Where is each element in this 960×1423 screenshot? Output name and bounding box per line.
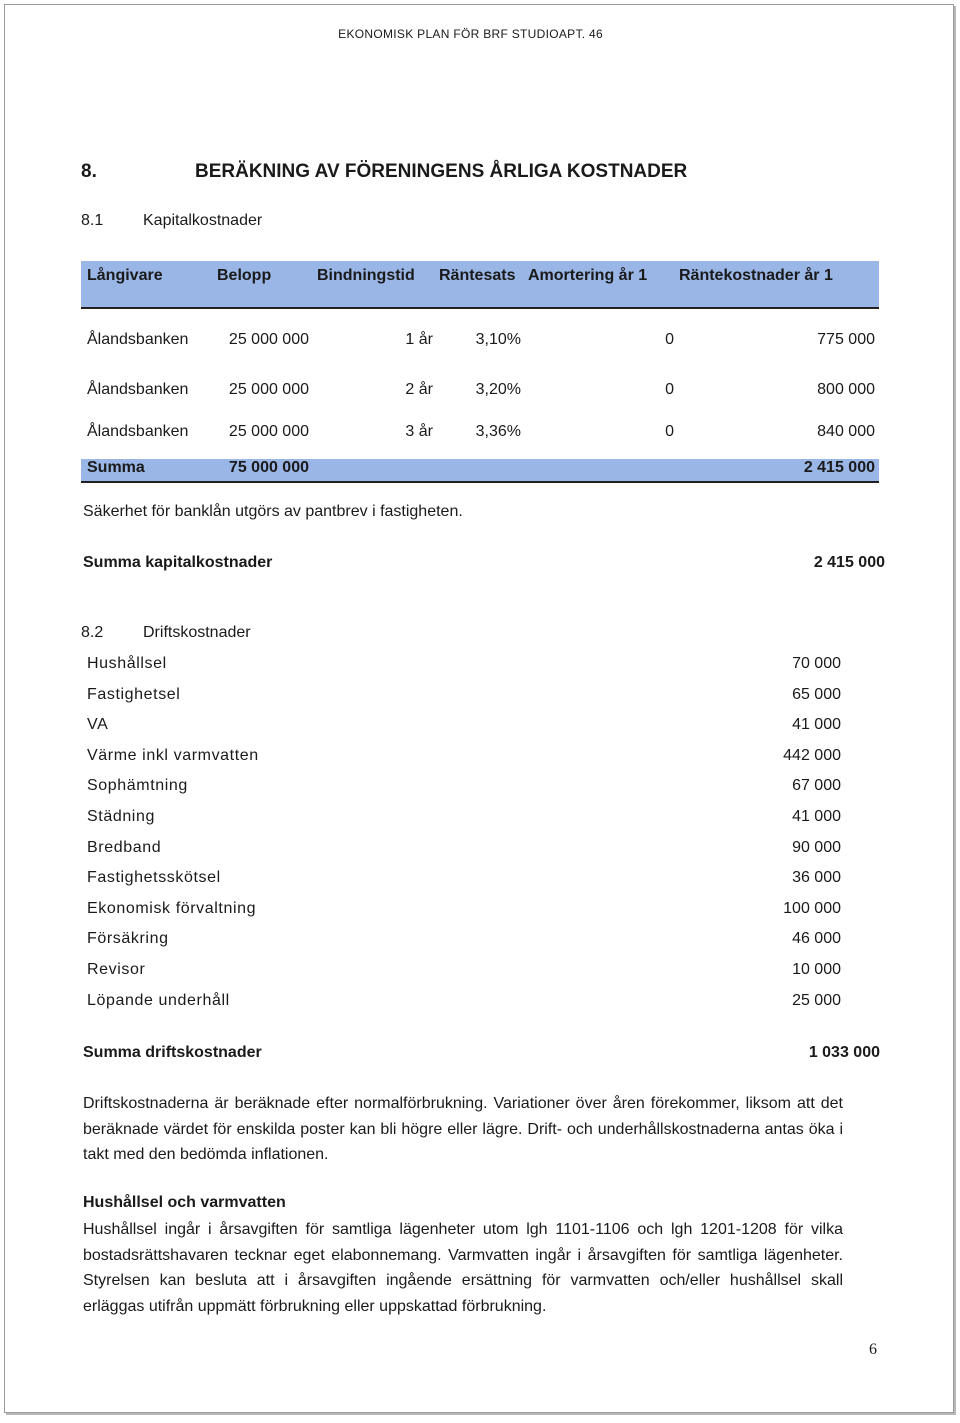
cell-lender: Ålandsbanken: [87, 423, 189, 440]
table-header-row: [81, 261, 879, 309]
cell-amortization: 0: [665, 331, 674, 348]
cost-value: 67 000: [792, 777, 841, 795]
table-sum-row: [81, 459, 879, 483]
cost-label: Hushållsel: [87, 655, 167, 672]
cell-lender: Ålandsbanken: [87, 331, 189, 348]
section-8-2-heading: [81, 624, 251, 642]
cost-value: 100 000: [783, 899, 841, 917]
cell-rate: 3,20%: [475, 381, 521, 398]
cost-label: Bredband: [87, 838, 162, 856]
cost-value: 90 000: [792, 838, 841, 856]
cell-amount: 25 000 000: [228, 331, 309, 348]
cell-amortization: 0: [665, 381, 674, 398]
capital-total-value: 2 415 000: [813, 554, 885, 571]
capital-costs-table: [81, 261, 879, 483]
header-lender: Långivare: [87, 267, 163, 284]
cost-label: Städning: [87, 807, 155, 825]
list-item: [87, 716, 841, 747]
operating-total-value: 1 033 000: [808, 1044, 880, 1061]
sum-interest: 2 415 000: [803, 459, 875, 476]
cell-term: 1 år: [405, 331, 433, 348]
section-8-title: BERÄKNING AV FÖRENINGENS ÅRLIGA KOSTNADER: [195, 161, 688, 182]
sum-amount: 75 000 000: [228, 459, 309, 476]
cost-label: Värme inkl varmvatten: [87, 746, 259, 764]
cell-lender: Ålandsbanken: [87, 381, 189, 398]
cost-value: 25 000: [792, 991, 841, 1009]
list-item: [87, 839, 841, 870]
list-item: [87, 655, 841, 686]
table-row: [81, 407, 879, 449]
cost-value: 41 000: [792, 716, 841, 734]
section-8-1-title: Kapitalkostnader: [143, 212, 263, 229]
list-item: [87, 808, 841, 839]
list-item: [87, 930, 841, 961]
list-item: [87, 900, 841, 931]
operating-total-label: Summa driftskostnader: [83, 1044, 262, 1061]
header-term: Bindningstid: [317, 267, 415, 284]
cell-term: 2 år: [405, 381, 433, 398]
section-8-1-number: 8.1: [81, 212, 104, 229]
table-row: [81, 309, 879, 359]
cost-value: 10 000: [792, 960, 841, 978]
header-rate: Räntesats: [439, 267, 516, 284]
sum-label: Summa: [87, 459, 145, 476]
list-item: [87, 961, 841, 992]
cost-label: Ekonomisk förvaltning: [87, 899, 257, 917]
cost-label: Fastighetsel: [87, 685, 181, 703]
list-item: [87, 686, 841, 717]
section-8-2-number: 8.2: [81, 624, 104, 641]
cost-label: Fastighetsskötsel: [87, 869, 221, 887]
section-8-1-heading: [81, 212, 262, 230]
cost-label: VA: [87, 716, 109, 734]
cell-interest: 775 000: [817, 331, 875, 348]
cost-value: 46 000: [792, 930, 841, 948]
cell-interest: 800 000: [817, 381, 875, 398]
cell-amortization: 0: [665, 423, 674, 440]
list-item: [87, 777, 841, 808]
cell-interest: 840 000: [817, 423, 875, 440]
cost-value: 65 000: [792, 685, 841, 703]
cost-label: Försäkring: [87, 930, 169, 948]
header-interest: Räntekostnader år 1: [679, 267, 833, 284]
list-item: [87, 992, 841, 1023]
cost-label: Sophämtning: [87, 777, 188, 795]
cell-rate: 3,36%: [475, 423, 521, 440]
section-8-heading: [81, 161, 687, 183]
household-paragraph: Hushållsel ingår i årsavgiften för samtliga lägenheter utom lgh 1101-1106 och lgh 1201-1208 för vilka bostadsrättshavaren tecknar eget elabonnemang. Varmvatten ingår i årsavgiften för samtliga lägenheter. Styrelsen kan besluta att i årsavgiften ingående ersättning för varmvatten och/eller hushållsel skall erläggas utifrån uppmätt förbrukning eller uppskattad förbrukning.: [83, 1221, 843, 1315]
cost-value: 442 000: [783, 746, 841, 764]
operating-note: Driftskostnaderna är beräknade efter normalförbrukning. Variationer över åren förekommer, liksom att det beräknade värdet för enskilda poster kan bli högre eller lägre. Drift- och underhållskostnaderna antas öka i takt med den bedömda inflationen.: [83, 1095, 843, 1163]
document-page: [4, 4, 954, 1413]
cell-term: 3 år: [405, 423, 433, 440]
security-note: Säkerhet för banklån utgörs av pantbrev i fastigheten.: [83, 503, 463, 520]
cell-amount: 25 000 000: [228, 423, 309, 440]
cost-value: 70 000: [792, 655, 841, 672]
page-number: 6: [869, 1341, 877, 1358]
capital-total-label: Summa kapitalkostnader: [83, 554, 273, 571]
household-heading: Hushållsel och varmvatten: [83, 1194, 286, 1211]
list-item: [87, 869, 841, 900]
section-8-2-title: Driftskostnader: [143, 624, 251, 641]
cost-label: Löpande underhåll: [87, 991, 230, 1009]
table-row: [81, 359, 879, 407]
operating-costs-list: [87, 655, 841, 1022]
cell-amount: 25 000 000: [228, 381, 309, 398]
running-header: EKONOMISK PLAN FÖR BRF STUDIOAPT. 46: [338, 27, 603, 41]
header-amount: Belopp: [217, 267, 272, 284]
cell-rate: 3,10%: [475, 331, 521, 348]
header-amortization: Amortering år 1: [528, 267, 648, 284]
list-item: [87, 747, 841, 778]
section-8-number: 8.: [81, 161, 97, 182]
cost-label: Revisor: [87, 960, 146, 978]
cost-value: 36 000: [792, 869, 841, 887]
cost-value: 41 000: [792, 807, 841, 825]
